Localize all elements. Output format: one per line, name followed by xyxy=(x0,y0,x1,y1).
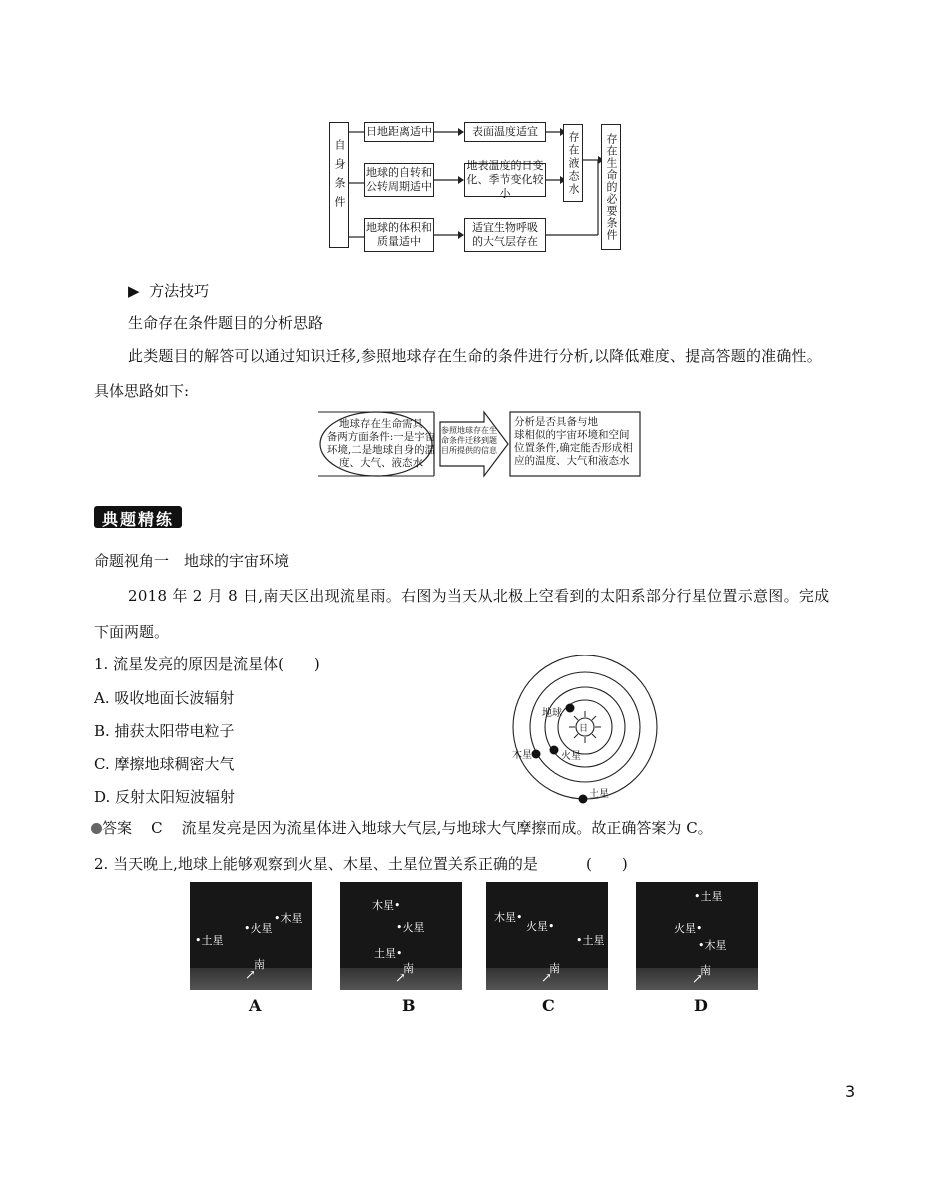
south-label: 南 xyxy=(549,962,560,975)
liquid-water-box: 存在液态水 xyxy=(563,124,583,202)
option-d-letter: D xyxy=(694,996,708,1015)
orbit-diagram xyxy=(510,655,660,805)
jupiter-label: 木星• xyxy=(494,911,523,924)
transfer-arrow-text: 参照地球存在生 命条件迁移到题 目所提供的信息 xyxy=(441,426,497,455)
surface-temp-box: 表面温度适宜 xyxy=(464,122,546,142)
option-a-letter: A xyxy=(249,996,262,1015)
life-necessary-box: 存在生命的必要条件 xyxy=(601,124,621,250)
jupiter-label: •木星 xyxy=(698,939,727,952)
option-b-letter: B xyxy=(402,996,416,1015)
sun-earth-distance-box: 日地距离适中 xyxy=(364,122,434,142)
question-1-option-b: B. 捕获太阳带电粒子 xyxy=(94,722,235,740)
answer-icon xyxy=(91,823,102,834)
perspective-title: 命题视角一 地球的宇宙环境 xyxy=(94,552,290,570)
page-number: 3 xyxy=(845,1082,856,1101)
atmosphere-box: 适宜生物呼吸 的大气层存在 xyxy=(464,218,546,252)
arrow-icon: ↗ xyxy=(245,968,256,983)
saturn-label: •土星 xyxy=(195,934,224,947)
play-triangle-icon: ▶ xyxy=(128,282,140,300)
question-1-option-c: C. 摩擦地球稠密大气 xyxy=(94,755,235,773)
method-paragraph: 此类题目的解答可以通过知识迁移,参照地球存在生命的条件进行分析,以降低难度、提高答题的准确性。 xyxy=(128,347,822,365)
option-d-sky-image xyxy=(636,882,758,990)
earth-life-conditions-text: 地球存在生命需具 备两方面条件:一是宇宙 环境,二是地球自身的温 度、大气、液态水 xyxy=(326,418,436,469)
option-a-sky-image xyxy=(190,882,312,990)
method-heading: ▶ 方法技巧 xyxy=(128,282,210,300)
saturn-label: •土星 xyxy=(576,934,605,947)
arrow-icon: ↗ xyxy=(692,972,703,987)
option-b-sky-image xyxy=(340,882,462,990)
question-2-paren: ( ) xyxy=(586,855,628,873)
mars-label: 火星 xyxy=(561,751,581,762)
saturn-label: 土星• xyxy=(374,947,403,960)
question-1-stem: 1. 流星发亮的原因是流星体( ) xyxy=(94,655,320,673)
analysis-result-text: 分析是否具备与地 球相似的宇宙环境和空间 位置条件,确定能否形成相 应的温度、大气和液态水 xyxy=(514,416,633,467)
south-label: 南 xyxy=(403,962,414,975)
mars-label: 火星• xyxy=(674,922,703,935)
rotation-revolution-box: 地球的自转和 公转周期适中 xyxy=(364,163,434,197)
arrow-icon: ↗ xyxy=(541,971,552,986)
temp-variation-box: 地表温度的日变 化、季节变化较小 xyxy=(464,163,546,197)
south-label: 南 xyxy=(254,958,265,971)
question-1-option-a: A. 吸收地面长波辐射 xyxy=(94,689,235,707)
question-1-option-d: D. 反射太阳短波辐射 xyxy=(94,788,236,806)
question-1-answer: 答案 C 流星发亮是因为流星体进入地球大气层,与地球大气摩擦而成。故正确答案为 C。 xyxy=(91,818,713,838)
saturn-label: •土星 xyxy=(694,890,723,903)
question-2-stem: 2. 当天晚上,地球上能够观察到火星、木星、土星位置关系正确的是 xyxy=(94,855,538,873)
saturn-label: 土星 xyxy=(589,789,609,800)
earth-label: 地球 xyxy=(542,708,562,719)
volume-mass-box: 地球的体积和 质量适中 xyxy=(364,218,434,252)
mars-label: •火星 xyxy=(396,921,425,934)
section-tag: 典题精练 xyxy=(94,504,182,530)
south-label: 南 xyxy=(700,964,711,977)
sun-label: 日 xyxy=(579,724,589,734)
mars-label: •火星 xyxy=(244,922,273,935)
self-conditions-box xyxy=(329,122,349,248)
option-c-letter: C xyxy=(542,996,555,1015)
intro-line-2: 下面两题。 xyxy=(94,623,170,641)
method-title: 生命存在条件题目的分析思路 xyxy=(128,314,324,332)
mars-label: 火星• xyxy=(526,920,555,933)
jupiter-label: •木星 xyxy=(274,912,303,925)
jupiter-label: 木星 xyxy=(512,750,532,761)
intro-line-1: 2018 年 2 月 8 日,南天区出现流星雨。右图为当天从北极上空看到的太阳系部分行星位置示意图。完成 xyxy=(128,587,830,605)
option-c-sky-image xyxy=(486,882,608,990)
arrow-icon: ↗ xyxy=(395,971,406,986)
method-paragraph-2: 具体思路如下: xyxy=(94,382,190,400)
self-conditions-label: 自身条件 xyxy=(333,139,346,215)
jupiter-label: 木星• xyxy=(372,899,401,912)
